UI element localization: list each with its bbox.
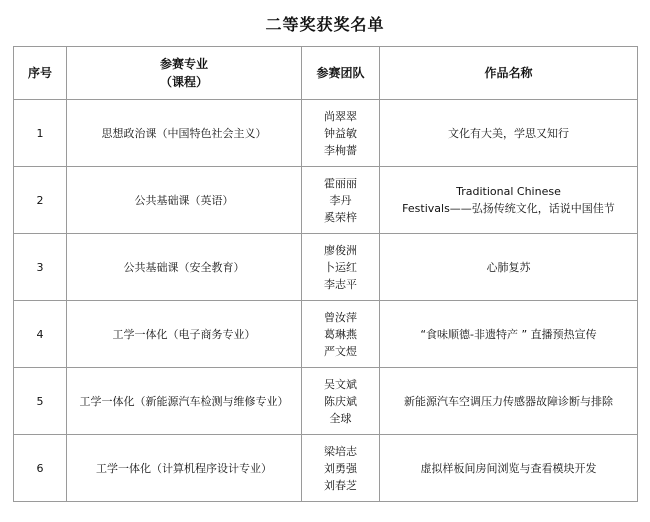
team-member: 霍丽丽 — [324, 176, 357, 190]
row-team — [302, 100, 380, 167]
row-team — [302, 234, 380, 301]
work-line: 虚拟样板间房间浏览与查看模块开发 — [420, 461, 597, 475]
work-line: “食味顺德-非遗特产 ” 直播预热宣传 — [420, 327, 597, 341]
table-row — [14, 234, 638, 301]
team-member: 陈庆斌 — [324, 394, 357, 408]
row-major: 工学一体化（电子商务专业） — [67, 301, 302, 368]
work-line: 文化有大美，学思又知行 — [448, 126, 569, 140]
work-line: 新能源汽车空调压力传感器故障诊断与排除 — [404, 394, 613, 408]
row-team — [302, 368, 380, 435]
team-member: 刘勇强 — [324, 461, 357, 475]
page-title: 二等奖获奖名单 — [265, 15, 385, 34]
team-member: 卜运红 — [324, 260, 357, 274]
table-row — [14, 301, 638, 368]
row-team — [302, 167, 380, 234]
team-member: 全球 — [329, 411, 352, 425]
team-member: 刘春芝 — [324, 478, 357, 492]
row-major: 公共基础课（英语） — [67, 167, 302, 234]
row-no: 4 — [14, 301, 67, 368]
row-work — [380, 368, 638, 435]
row-major: 工学一体化（计算机程序设计专业） — [67, 435, 302, 502]
team-member: 梁培志 — [324, 444, 357, 458]
row-major: 工学一体化（新能源汽车检测与维修专业） — [67, 368, 302, 435]
team-member: 吴文斌 — [324, 377, 357, 391]
header-no: 序号 — [14, 47, 67, 100]
team-member: 奚荣梓 — [324, 210, 357, 224]
team-member: 李栒薔 — [324, 143, 357, 157]
row-no: 3 — [14, 234, 67, 301]
row-work — [380, 100, 638, 167]
row-no: 6 — [14, 435, 67, 502]
team-member: 廖俊洲 — [324, 243, 357, 257]
table-row — [14, 167, 638, 234]
award-table — [13, 46, 638, 502]
header-major — [67, 47, 302, 100]
row-work — [380, 435, 638, 502]
header-team: 参赛团队 — [302, 47, 380, 100]
row-work — [380, 167, 638, 234]
header-work: 作品名称 — [380, 47, 638, 100]
row-team — [302, 435, 380, 502]
work-line: 心肺复苏 — [486, 260, 531, 274]
header-major-line1: 参赛专业 — [159, 57, 208, 71]
table-header-row — [14, 47, 638, 100]
team-member: 钟益敏 — [324, 126, 357, 140]
row-major: 公共基础课（安全教育） — [67, 234, 302, 301]
team-member: 尚翠翠 — [324, 109, 357, 123]
row-work — [380, 234, 638, 301]
row-work — [380, 301, 638, 368]
row-no: 5 — [14, 368, 67, 435]
team-member: 李志平 — [324, 277, 357, 291]
work-line: Traditional Chinese — [456, 185, 561, 198]
team-member: 李丹 — [329, 193, 352, 207]
table-row — [14, 368, 638, 435]
row-major: 思想政治课（中国特色社会主义） — [67, 100, 302, 167]
table-row — [14, 100, 638, 167]
table-row — [14, 435, 638, 502]
row-team — [302, 301, 380, 368]
row-no: 1 — [14, 100, 67, 167]
team-member: 葛琳燕 — [324, 327, 357, 341]
work-line: Festivals——弘扬传统文化，话说中国佳节 — [402, 202, 615, 215]
header-major-line2: （课程） — [159, 75, 208, 89]
row-no: 2 — [14, 167, 67, 234]
team-member: 曾汝萍 — [324, 310, 357, 324]
team-member: 严文煜 — [324, 344, 357, 358]
